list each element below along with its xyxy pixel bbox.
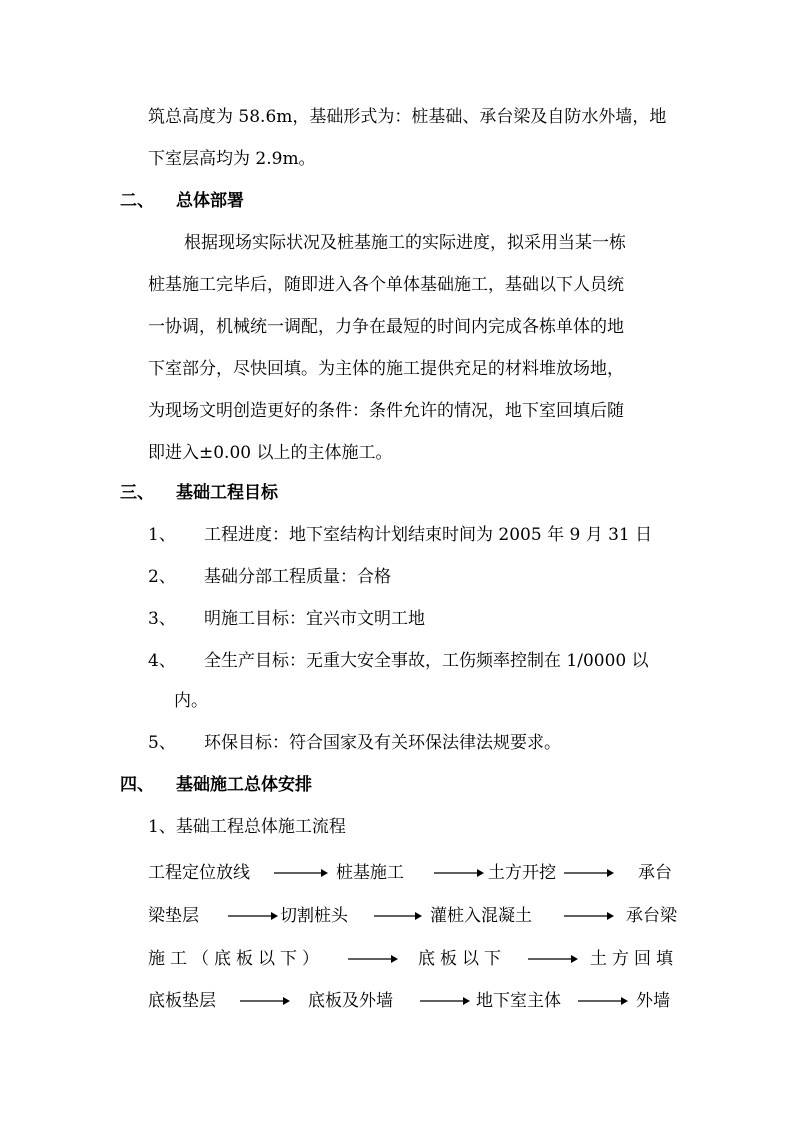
section-title: 基础工程目标 [176, 483, 278, 503]
flow-step: 外墙 [636, 991, 670, 1011]
list-item-text: 基础分部工程质量：合格 [204, 567, 391, 587]
list-item [148, 732, 678, 754]
list-item-number: 5、 [148, 733, 176, 753]
flow-step: 底板以下 [418, 949, 506, 969]
flow-step: 施工（底板以下） [148, 949, 324, 969]
intro-line-2: 下室层高均为 2.9m。 [148, 149, 316, 169]
flow-step: 工程定位放线 [148, 863, 250, 883]
arrow-right-icon [434, 866, 484, 880]
flow-row [148, 948, 676, 972]
flow-step: 灌桩入混凝土 [430, 906, 532, 926]
list-item-number: 3、 [148, 609, 176, 629]
list-item-text: 环保目标：符合国家及有关环保法律法规要求。 [204, 733, 561, 753]
flow-step: 土方回填 [590, 949, 678, 969]
arrow-right-icon [564, 909, 614, 923]
flow-step: 承台 [638, 863, 672, 883]
list-item-text: 明施工目标：宜兴市文明工地 [204, 609, 425, 629]
subheading: 1、基础工程总体施工流程 [148, 817, 346, 837]
arrow-right-icon [420, 994, 470, 1008]
arrow-right-icon [564, 866, 614, 880]
flow-row [148, 862, 676, 886]
list-item-continuation: 内。 [174, 691, 208, 711]
flow-step: 底板垫层 [148, 991, 216, 1011]
list-item-number: 1、 [148, 525, 176, 545]
arrow-right-icon [374, 909, 422, 923]
paragraph-line: 即进入±0.00 以上的主体施工。 [148, 443, 393, 463]
flow-step: 切割桩头 [280, 906, 348, 926]
list-item [148, 524, 678, 546]
arrow-right-icon [578, 994, 628, 1008]
list-item [148, 566, 678, 588]
arrow-right-icon [240, 994, 290, 1008]
list-item-number: 4、 [148, 651, 176, 671]
section-number: 二、 [120, 191, 154, 211]
flow-step: 底板及外墙 [308, 991, 393, 1011]
flow-row [148, 905, 676, 929]
paragraph-line: 为现场文明创造更好的条件：条件允许的情况，地下室回填后随 [148, 401, 624, 421]
intro-line-1: 筑总高度为 58.6m，基础形式为：桩基础、承台梁及自防水外墙，地 [148, 107, 667, 127]
paragraph-line: 下室部分，尽快回填。为主体的施工提供充足的材料堆放场地， [148, 359, 624, 379]
flow-step: 承台梁 [626, 906, 677, 926]
section-heading-4 [120, 774, 420, 796]
paragraph-line: 一协调，机械统一调配，力争在最短的时间内完成各栋单体的地 [148, 317, 624, 337]
flow-row [148, 990, 676, 1014]
list-item-number: 2、 [148, 567, 176, 587]
arrow-right-icon [228, 909, 278, 923]
arrow-right-icon [528, 952, 578, 966]
section-heading-2 [120, 190, 420, 212]
section-title: 基础施工总体安排 [176, 775, 312, 795]
section-heading-3 [120, 482, 420, 504]
list-item-text: 全生产目标：无重大安全事故，工伤频率控制在 1/0000 以 [204, 651, 649, 671]
list-item [148, 650, 678, 672]
section-title: 总体部署 [176, 191, 244, 211]
arrow-right-icon [348, 952, 398, 966]
flow-step: 土方开挖 [488, 863, 556, 883]
paragraph-line: 桩基施工完毕后，随即进入各个单体基础施工，基础以下人员统 [148, 275, 624, 295]
flow-step: 地下室主体 [476, 991, 561, 1011]
flow-step: 梁垫层 [148, 906, 199, 926]
arrow-right-icon [274, 866, 328, 880]
section-number: 三、 [120, 483, 154, 503]
section-number: 四、 [120, 775, 154, 795]
list-item [148, 608, 678, 630]
paragraph-line: 根据现场实际状况及桩基施工的实际进度，拟采用当某一栋 [184, 233, 626, 253]
list-item-text: 工程进度：地下室结构计划结束时间为 2005 年 9 月 31 日 [204, 525, 653, 545]
flow-step: 桩基施工 [336, 863, 404, 883]
